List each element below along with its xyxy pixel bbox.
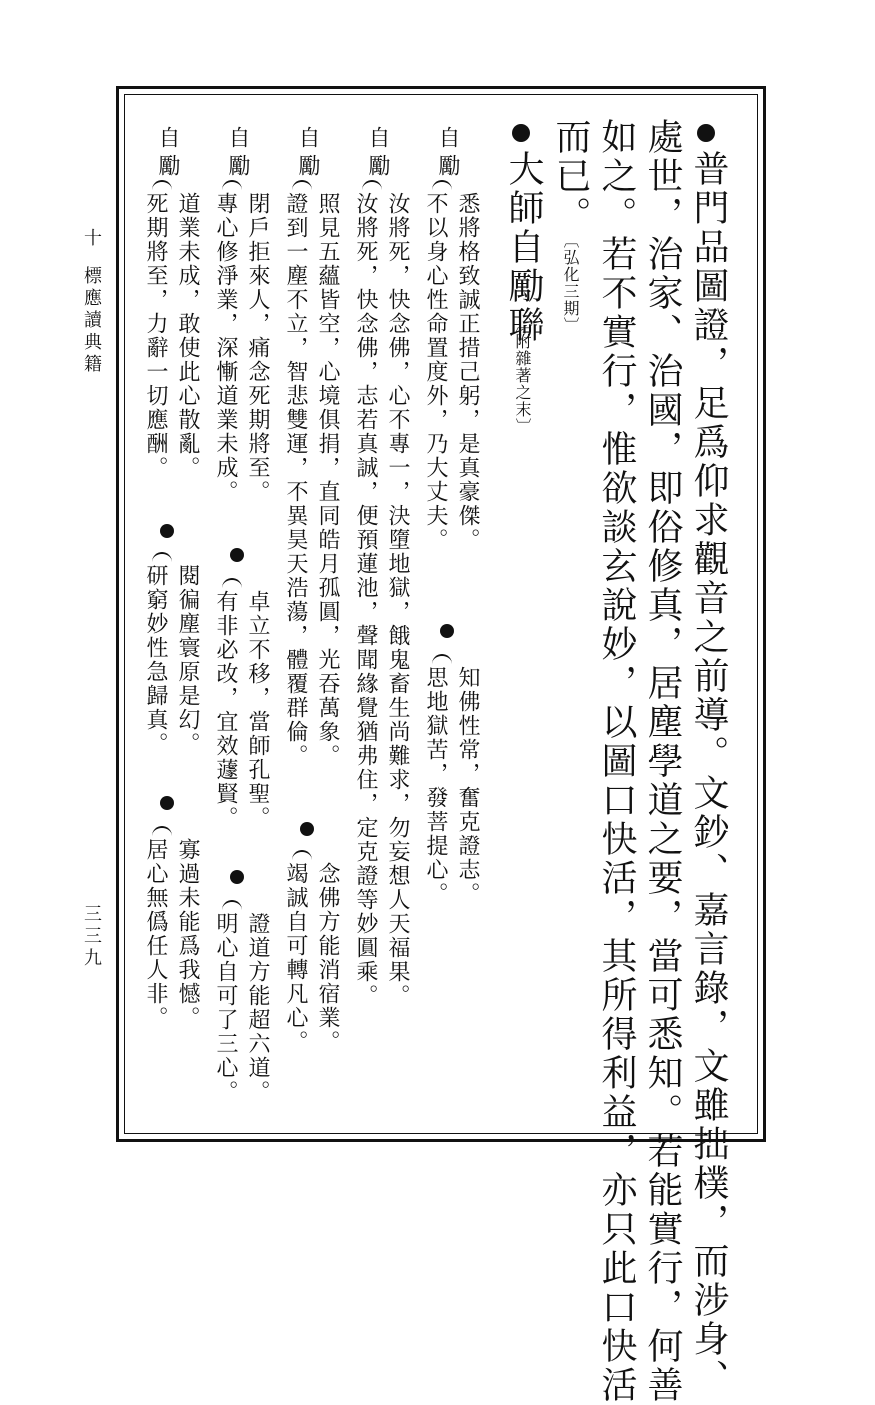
couplet-label: 自勵 <box>365 126 390 182</box>
bullet-dot <box>697 124 715 142</box>
couplet-upper: 悉將格致誠正措己躬，是真豪傑。 <box>455 192 480 552</box>
couplet-label: 自勵 <box>435 126 460 182</box>
couplet-label: 自勵 <box>295 126 320 182</box>
couplet-lower: 死期將至，力辭一切應酬。 <box>143 192 168 480</box>
page-number: 三三九 <box>81 904 102 970</box>
entry1-line-3: 如之。若不實行，惟欲談玄說妙，以圖口快活，其所得利益，亦只此口快活 <box>596 118 637 1405</box>
bullet-dot <box>230 548 244 562</box>
couplet-upper: 閉戶拒來人，痛念死期將至。 <box>245 192 270 504</box>
couplet-label: 自勵 <box>225 126 250 182</box>
bullet-dot <box>300 822 314 836</box>
couplet-upper: 念佛方能消宿業。 <box>315 862 340 1054</box>
couplet-upper: 汝將死，快念佛，心不專一，決墮地獄，餓鬼畜生尚難求，勿妄想人天福果。 <box>385 192 410 1008</box>
bullet-dot <box>440 624 454 638</box>
entry2-title: 大師自勵聯 <box>503 150 544 345</box>
couplet-upper: 照見五蘊皆空，心境俱捐，直同皓月孤圓，光吞萬象。 <box>315 192 340 768</box>
entry2-note: 〔附雜著之末〕 <box>513 316 532 435</box>
entry1-line-4: 而已。 <box>550 118 591 235</box>
entry1-line-1: 普門品圖證，足爲仰求觀音之前導。文鈔、嘉言錄，文雖拙樸，而涉身、 <box>688 150 729 1398</box>
couplet-lower: 竭誠自可轉凡心。 <box>283 862 308 1054</box>
bullet-dot <box>230 870 244 884</box>
section-number: 十 <box>81 228 102 250</box>
entry1-note: 〔弘化三期〕 <box>561 232 580 334</box>
entry1-line-2: 處世，治家、治國，即俗修真，居塵學道之要，當可悉知。若能實行，何善 <box>642 118 683 1405</box>
couplet-upper: 知佛性常，奮克證志。 <box>455 666 480 906</box>
couplet-lower: 專心修淨業，深慚道業未成。 <box>213 192 238 504</box>
couplet-lower: 明心自可了三心。 <box>213 912 238 1104</box>
couplet-lower: 汝將死，快念佛，志若真誠，便預蓮池，聲聞緣覺猶弗住，定克證等妙圓乘。 <box>353 192 378 1008</box>
bullet-dot <box>160 524 174 538</box>
couplet-lower: 思地獄苦，發菩提心。 <box>423 666 448 906</box>
couplet-label: 自勵 <box>155 126 180 182</box>
couplet-upper: 道業未成，敢使此心散亂。 <box>175 192 200 480</box>
couplet-upper: 閱徧塵寰原是幻。 <box>175 564 200 756</box>
book-title: 標應讀典籍 <box>81 266 102 376</box>
couplet-lower: 證到一塵不立，智悲雙運，不異昊天浩蕩，體覆群倫。 <box>283 192 308 768</box>
couplet-upper: 卓立不移，當師孔聖。 <box>245 590 270 830</box>
couplet-upper: 寡過未能爲我憾。 <box>175 838 200 1030</box>
bullet-dot <box>512 124 530 142</box>
couplet-lower: 不以身心性命置度外，乃大丈夫。 <box>423 192 448 552</box>
couplet-lower: 研窮妙性急歸真。 <box>143 564 168 756</box>
couplet-lower: 居心無僞任人非。 <box>143 838 168 1030</box>
couplet-lower: 有非必改，宜效蘧賢。 <box>213 590 238 830</box>
couplet-upper: 證道方能超六道。 <box>245 912 270 1104</box>
bullet-dot <box>160 796 174 810</box>
